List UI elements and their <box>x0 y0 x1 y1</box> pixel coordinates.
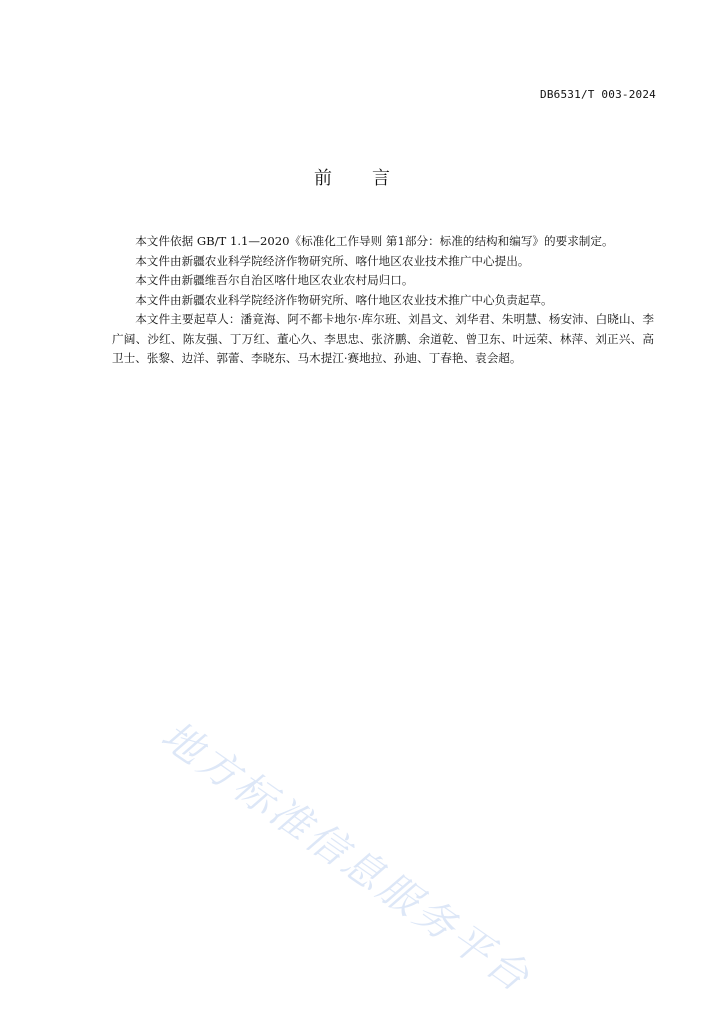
paragraph-drafters: 本文件主要起草人：潘竟海、阿不都卡地尔·库尔班、刘昌文、刘华君、朱明慧、杨安沛、白晓山、李广阔、沙红、陈友强、丁万红、董心久、李思忠、张济鹏、余道乾、曾卫东、叶远荣、林萍、刘正兴、高卫士、张黎、边洋、郭蕾、李晓东、马木提江·赛地拉、孙迪、丁春艳、袁会超。 <box>112 312 654 365</box>
paragraph-drafting-units: 本文件由新疆农业科学院经济作物研究所、喀什地区农业技术推广中心负责起草。 <box>135 292 553 307</box>
section-title: 前言 <box>314 168 430 189</box>
document-code: DB6531/T 003-2024 <box>540 88 656 101</box>
paragraph-administrator: 本文件由新疆维吾尔自治区喀什地区农业农村局归口。 <box>135 273 414 287</box>
paragraph-proposer: 本文件由新疆农业科学院经济作物研究所、喀什地区农业技术推广中心提出。 <box>135 253 530 268</box>
foreword-body <box>112 232 654 369</box>
paragraph-basis: 本文件依据 GB/T 1.1—2020《标准化工作导则 第1部分：标准的结构和编写》的要求制定。 <box>135 234 614 248</box>
watermark: 地方标准信息服务平台 <box>152 712 540 1003</box>
